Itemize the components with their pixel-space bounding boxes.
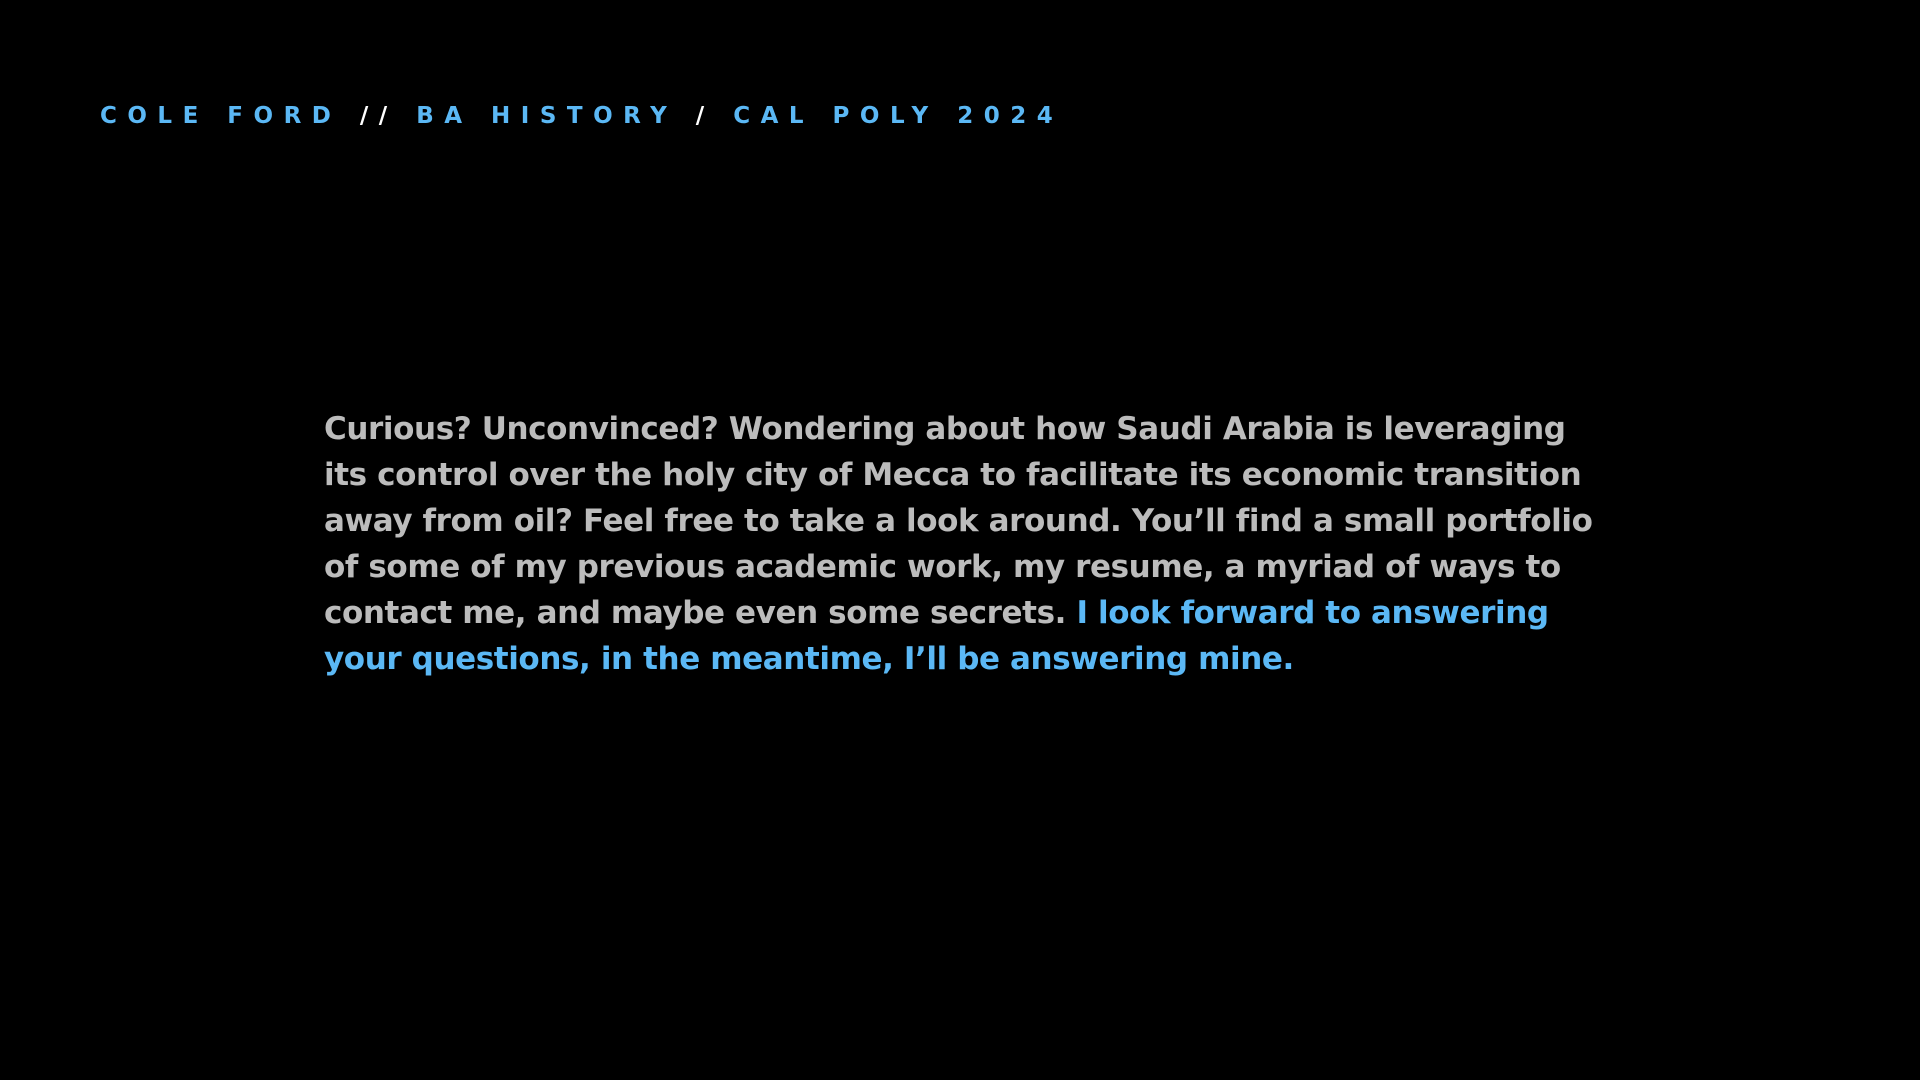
- header-name: COLE FORD: [100, 103, 342, 129]
- intro-paragraph: [324, 406, 1614, 682]
- header-separator: /: [695, 103, 715, 129]
- header-title: [100, 101, 1063, 131]
- intro-text: Curious? Unconvinced? Wondering about how Saudi Arabia is leveraging its control over the holy city of Mecca to facilitate its economic transition away from oil? Feel free to take a look around. You’ll find a small portfolio of some of my previous academic work, my resume, a myriad of ways to contact me, and maybe even some secrets.: [324, 411, 1593, 631]
- intro-highlight: I look forward to answering your questions, in the meantime, I’ll be answering mine.: [324, 595, 1549, 677]
- header-separator: //: [359, 103, 398, 129]
- header-school: CAL POLY 2024: [733, 103, 1064, 129]
- header-degree: BA HISTORY: [416, 103, 678, 129]
